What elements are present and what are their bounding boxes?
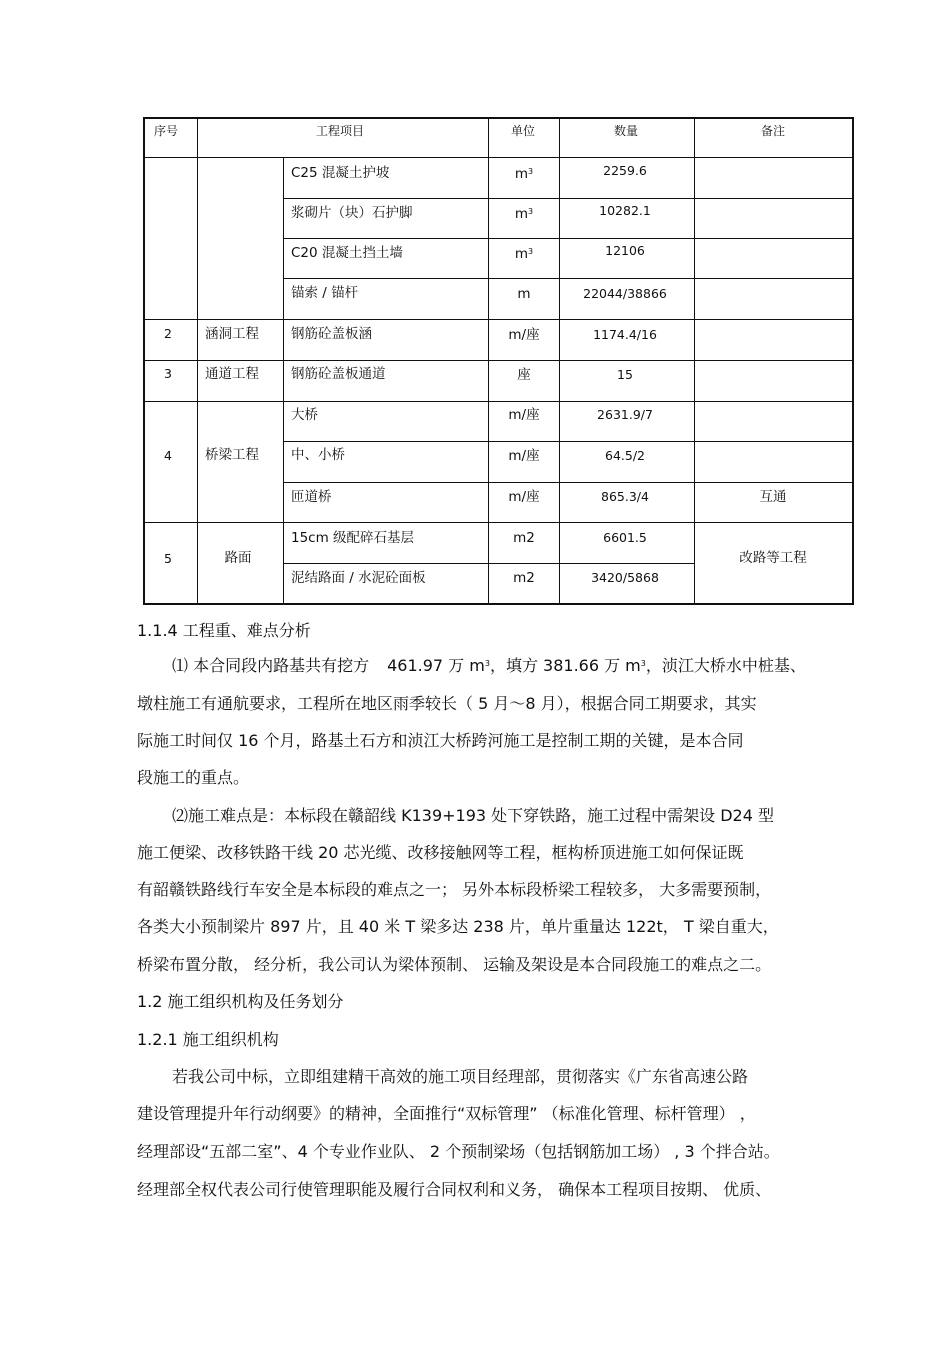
cell-unit: $m^3$: [514, 206, 534, 222]
cell-qty: 6601.5: [603, 530, 647, 545]
paragraph-line: 各类大小预制梁片 897 片，且 40 米 T 梁多达 238 片，单片重量达 122t， T 梁自重大，: [137, 917, 779, 936]
table-rule: [143, 522, 854, 523]
cell-sub-item: 15cm 级配碎石基层: [291, 530, 415, 546]
section-heading-1-2: 1.2 施工组织机构及任务划分: [137, 992, 344, 1011]
cell-qty: 2631.9/7: [597, 407, 653, 422]
header-qty: 数量: [613, 124, 639, 138]
paragraph-line: 经理部设“五部二室”、4 个专业作业队、 2 个预制梁场（包括钢筋加工场） , 3 个拌合站。: [137, 1142, 780, 1161]
paragraph-line: 若我公司中标，立即组建精干高效的施工项目经理部，贯彻落实《广东省高速公路: [172, 1067, 749, 1086]
cell-qty: 3420/5868: [591, 570, 659, 585]
paragraph-line: 施工便梁、改移铁路干线 20 芯光缆、改移接触网等工程，框构桥顶进施工如何保证既: [137, 843, 744, 862]
table-rule: [143, 401, 854, 402]
cell-qty: 64.5/2: [605, 448, 645, 463]
table-rule: [283, 482, 854, 483]
table-frame: [143, 117, 854, 605]
cell-unit: $m^3$: [514, 246, 534, 262]
cell-sub-item: 泥结路面 / 水泥砼面板: [291, 570, 426, 586]
cell-unit: m/座: [508, 407, 540, 423]
cell-item: 桥梁工程: [205, 447, 259, 463]
table-rule: [283, 278, 854, 279]
paragraph-line: ⑴ 本合同段内路基共有挖方 461.97 万 $m^3$，填方 381.66 万 $m^3$，浈江大桥水中桩基、: [172, 656, 806, 675]
header-unit: 单位: [510, 124, 536, 138]
cell-qty: 10282.1: [599, 203, 651, 218]
table-rule: [283, 441, 854, 442]
cell-item: 路面: [224, 550, 252, 566]
section-heading-1-2-1: 1.2.1 施工组织机构: [137, 1030, 279, 1049]
paragraph-line: 际施工时间仅 16 个月，路基土石方和浈江大桥跨河施工是控制工期的关键，是本合同: [137, 731, 744, 750]
cell-sub-item: 钢筋砼盖板涵: [291, 326, 372, 342]
cell-sub-item: 大桥: [291, 407, 318, 423]
cell-sub-item: 浆砌片（块）石护脚: [291, 205, 413, 221]
cell-qty: 865.3/4: [601, 489, 649, 504]
cell-seq: 4: [164, 448, 172, 463]
cell-note: 改路等工程: [739, 550, 807, 566]
paragraph-line: 有韶赣铁路线行车安全是本标段的难点之一； 另外本标段桥梁工程较多， 大多需要预制，: [137, 880, 772, 899]
header-item: 工程项目: [315, 124, 365, 138]
cell-unit: 座: [517, 367, 531, 383]
paragraph-line: 经理部全权代表公司行使管理职能及履行合同权利和义务， 确保本工程项目按期、 优质、: [137, 1180, 772, 1199]
table-rule: [143, 360, 854, 361]
paragraph-line: 段施工的重点。: [137, 768, 250, 787]
table-rule: [143, 157, 854, 158]
cell-unit: $m^3$: [514, 166, 534, 182]
cell-unit: m/座: [508, 327, 540, 343]
paragraph-line: 建设管理提升年行动纲要》的精神，全面推行“双标管理” （标准化管理、标杆管理） ，: [137, 1104, 756, 1123]
cell-unit: m2: [513, 530, 535, 546]
cell-qty: 22044/38866: [583, 286, 667, 301]
paragraph-line: 墩柱施工有通航要求，工程所在地区雨季较长（ 5 月～8 月），根据合同工期要求，其实: [137, 694, 757, 713]
cell-unit: m/座: [508, 448, 540, 464]
table-rule: [559, 117, 560, 605]
table-rule: [283, 238, 854, 239]
cell-qty: 1174.4/16: [593, 327, 657, 342]
section-heading-1-1-4: 1.1.4 工程重、难点分析: [137, 621, 311, 640]
table-rule: [694, 117, 695, 605]
table-rule: [197, 117, 198, 605]
cell-seq: 2: [164, 326, 172, 341]
table-rule: [488, 117, 489, 605]
paragraph-line: ⑵施工难点是：本标段在赣韶线 K139+193 处下穿铁路，施工过程中需架设 D24 型: [172, 806, 775, 825]
table-rule: [143, 319, 854, 320]
cell-sub-item: 钢筋砼盖板通道: [291, 366, 386, 382]
header-note: 备注: [760, 124, 786, 138]
cell-item: 涵洞工程: [205, 326, 259, 342]
cell-item: 通道工程: [205, 366, 259, 382]
cell-qty: 2259.6: [603, 163, 647, 178]
cell-seq: 5: [164, 551, 172, 566]
cell-sub-item: 匝道桥: [291, 489, 332, 505]
cell-qty: 12106: [605, 243, 645, 258]
cell-sub-item: 中、小桥: [291, 447, 345, 463]
cell-unit: m/座: [508, 489, 540, 505]
paragraph-line: 桥梁布置分散， 经分析，我公司认为梁体预制、 运输及架设是本合同段施工的难点之二。: [137, 955, 772, 974]
quantity-table: [143, 117, 854, 605]
table-rule: [283, 157, 284, 605]
cell-sub-item: 锚索 / 锚杆: [291, 285, 359, 301]
cell-unit: m: [517, 286, 531, 302]
header-seq: 序号: [153, 124, 179, 138]
table-rule: [283, 198, 854, 199]
cell-sub-item: C20 混凝土挡土墙: [291, 245, 403, 261]
cell-unit: m2: [513, 570, 535, 586]
cell-note: 互通: [759, 489, 787, 505]
cell-sub-item: C25 混凝土护坡: [291, 165, 390, 181]
cell-seq: 3: [164, 366, 172, 381]
cell-qty: 15: [617, 367, 633, 382]
